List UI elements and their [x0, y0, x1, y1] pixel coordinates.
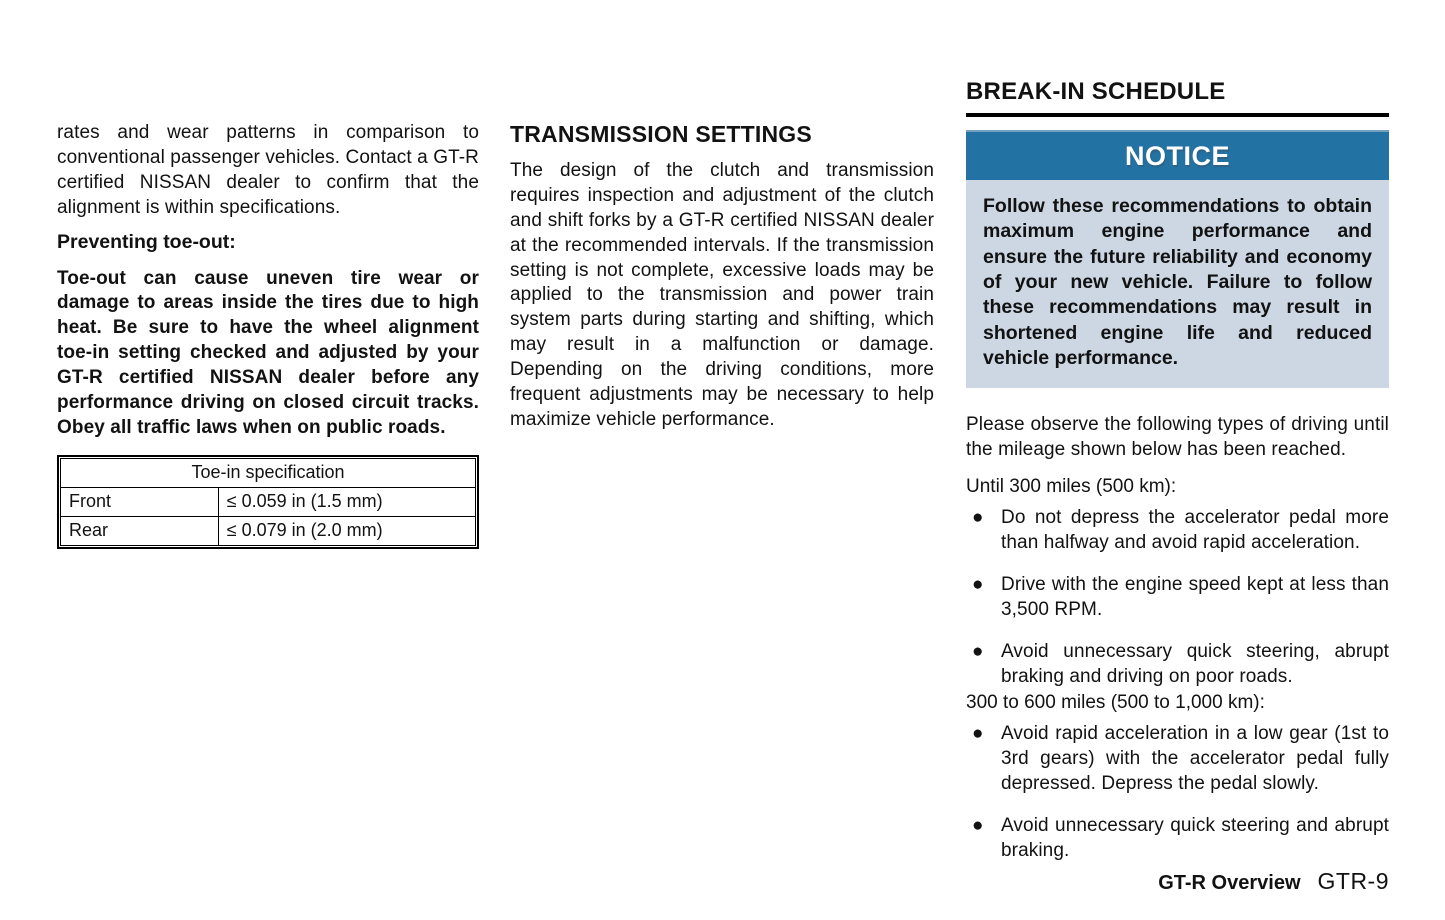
right-column [966, 78, 1389, 881]
alignment-paragraph: rates and wear patterns in comparison to conventional passenger vehicles. Contact a GT-R certified NISSAN dealer to confirm that the alignment is within specifications. [57, 122, 479, 218]
list-item [966, 573, 1389, 623]
transmission-settings-paragraph: The design of the clutch and transmission requires inspection and adjustment of the clutch and shift forks by a GT-R certified NISSAN dealer at the recommended intervals. If the transmission setting is not complete, excessive loads may be applied to the transmission and power train system parts during starting and shifting, which may result in a malfunction or damage. Depending on the driving conditions, more frequent adjustments may be necessary to help maximize vehicle performance. [510, 160, 934, 430]
transmission-settings-heading: TRANSMISSION SETTINGS [510, 121, 812, 147]
bullet-marker-icon: ● [972, 507, 984, 529]
list-item [966, 640, 1389, 690]
footer-page-number: GTR-9 [1317, 868, 1389, 894]
list-item [966, 814, 1389, 864]
list-item-text: Avoid unnecessary quick steering and abrupt braking. [1001, 815, 1389, 861]
toe-in-spec-table [57, 455, 479, 549]
notice-body-text: Follow these recommendations to obtain maximum engine performance and ensure the future reliability and economy of your new vehicle. Failure to follow these recommendations may result in shortened engine life and reduced vehicle performance. [966, 180, 1389, 388]
break-in-schedule-heading: BREAK-IN SCHEDULE [966, 78, 1226, 105]
table-title: Toe-in specification [61, 458, 476, 487]
list-item-text: Do not depress the accelerator pedal more than halfway and avoid rapid acceleration. [1001, 507, 1389, 554]
left-column [57, 121, 479, 549]
footer-section-title: GT-R Overview [1158, 872, 1301, 894]
table-title-row [61, 458, 476, 487]
middle-column [510, 121, 934, 443]
bullet-marker-icon: ● [972, 723, 984, 745]
heading-rule [966, 113, 1389, 117]
bullet-marker-icon: ● [972, 573, 984, 595]
table-row-value: ≤ 0.079 in (2.0 mm) [218, 516, 475, 545]
mileage-label-300-to-600: 300 to 600 miles (500 to 1,000 km): [966, 692, 1265, 714]
bullet-marker-icon: ● [972, 640, 984, 662]
break-in-intro-paragraph: Please observe the following types of driving until the mileage shown below has been reached. [966, 414, 1389, 461]
page-footer [1158, 868, 1389, 895]
list-item-text: Avoid unnecessary quick steering, abrupt braking and driving on poor roads. [1001, 640, 1389, 687]
mileage-label-until-300: Until 300 miles (500 km): [966, 476, 1177, 498]
bullet-marker-icon: ● [972, 815, 984, 837]
table-row [61, 516, 476, 545]
list-item [966, 722, 1389, 797]
table-row-label: Rear [61, 516, 219, 545]
list-item [966, 506, 1389, 556]
notice-title: NOTICE [966, 130, 1389, 180]
table-row [61, 487, 476, 516]
notice-box [966, 130, 1389, 388]
table-row-value: ≤ 0.059 in (1.5 mm) [218, 487, 475, 516]
list-item-text: Drive with the engine speed kept at less than 3,500 RPM. [1001, 573, 1389, 620]
table-row-label: Front [61, 487, 219, 516]
toe-out-warning-paragraph: Toe-out can cause uneven tire wear or damage to areas inside the tires due to high heat. Be sure to have the wheel alignment toe-in setting checked and adjusted by your GT-R certified NISSAN dealer before any performance driving on closed circuit tracks. Obey all traffic laws when on public roads. [57, 267, 479, 438]
preventing-toe-out-heading: Preventing toe-out: [57, 230, 236, 253]
list-item-text: Avoid rapid acceleration in a low gear (1st to 3rd gears) with the accelerator pedal fully depressed. Depress the pedal slowly. [1001, 723, 1389, 795]
